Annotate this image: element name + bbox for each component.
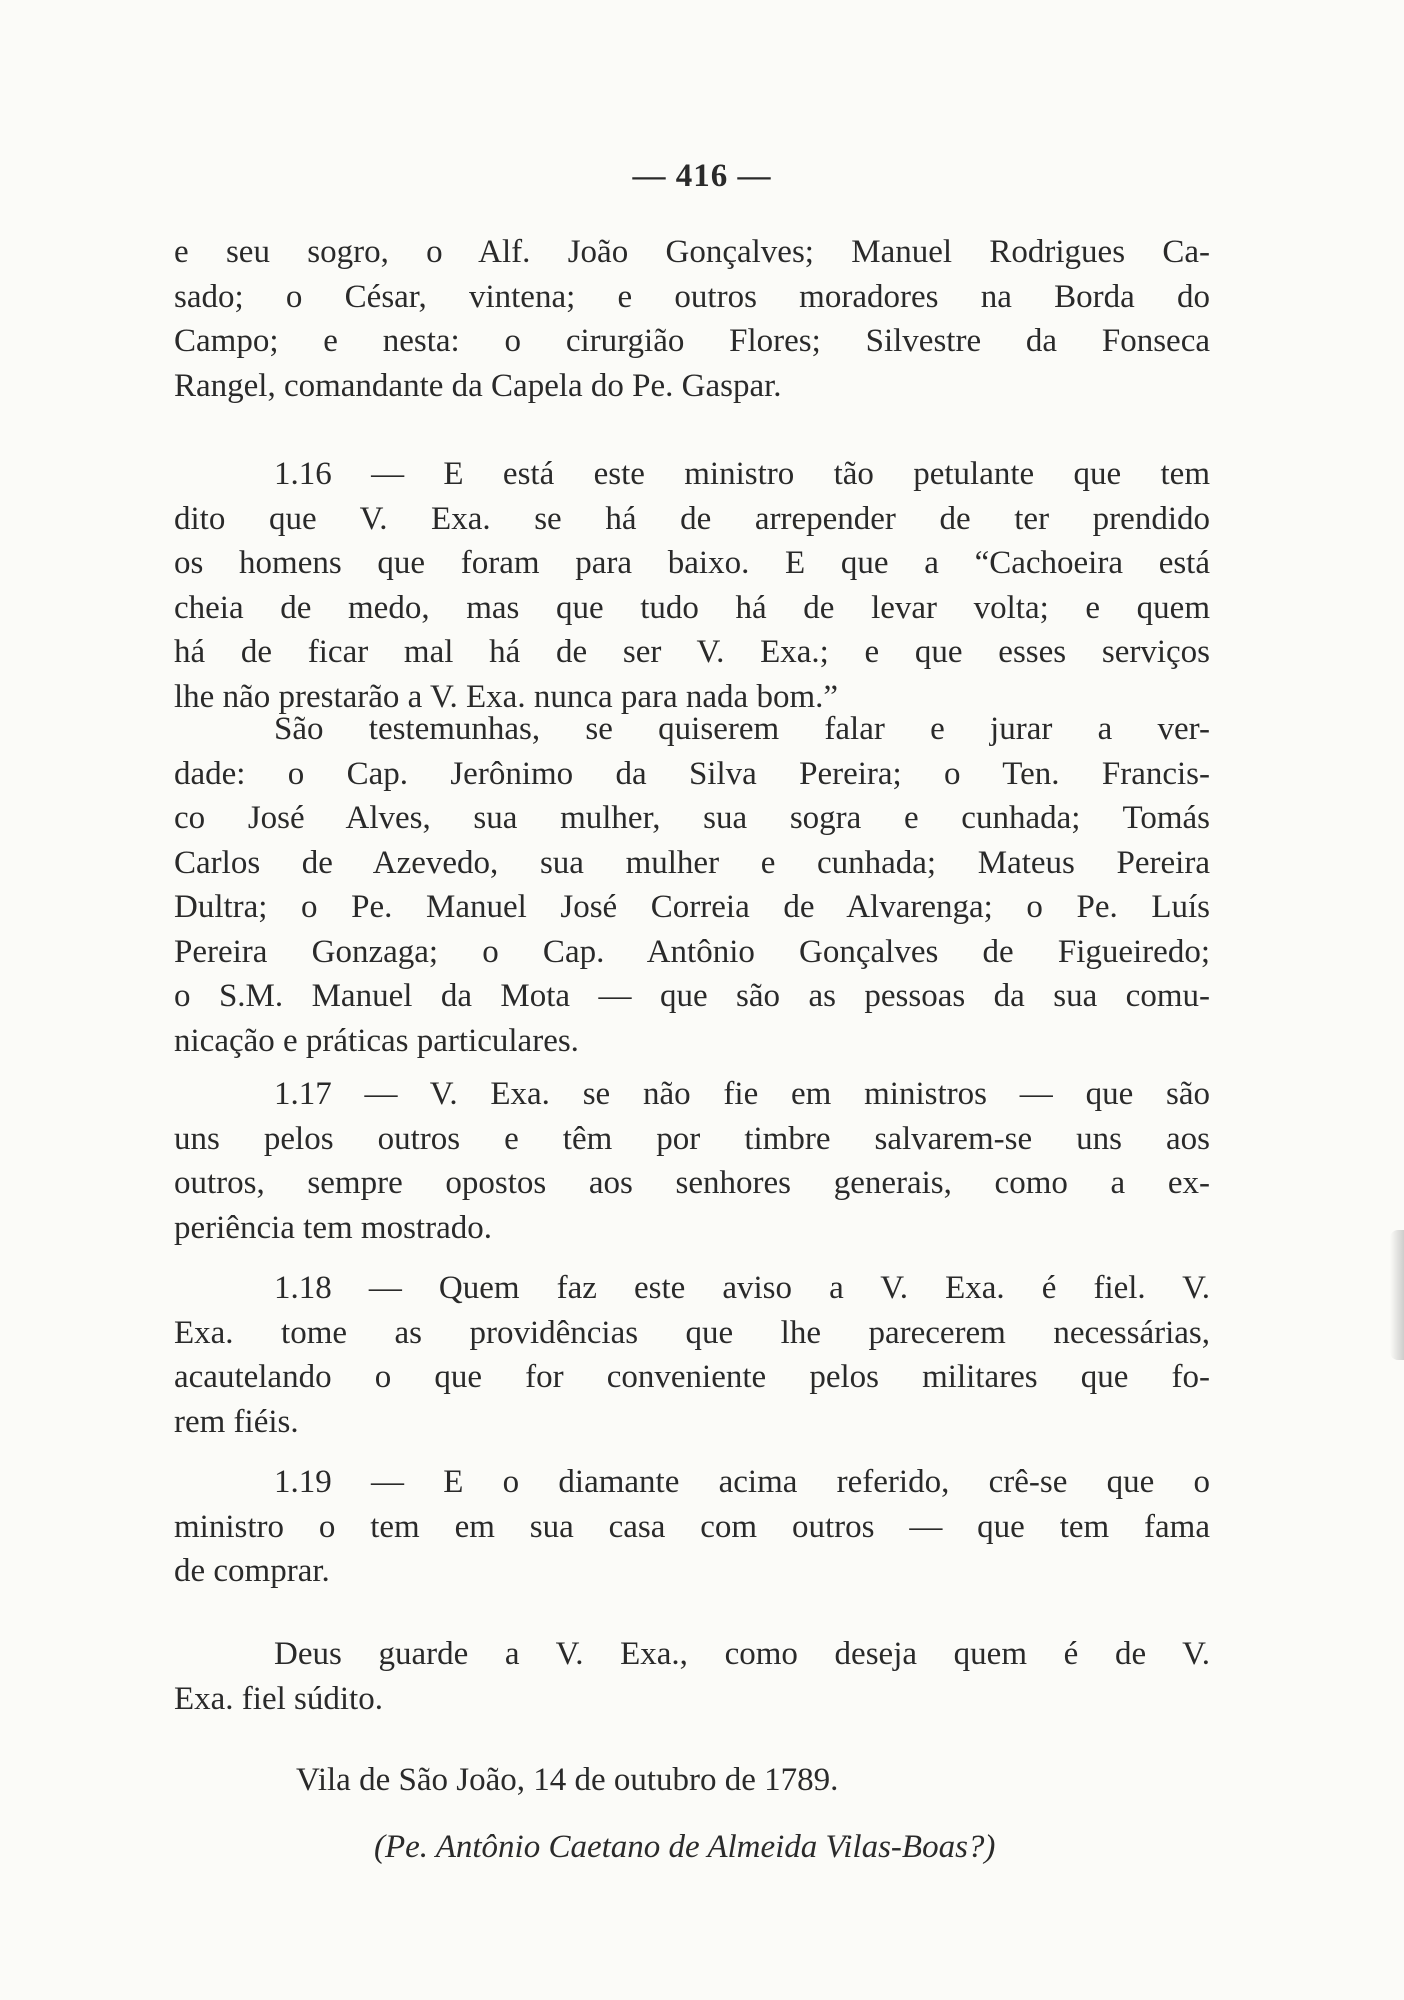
text-line: dade: o Cap. Jerônimo da Silva Pereira; o Ten. Francis- xyxy=(174,755,1210,792)
text-line: periência tem mostrado. xyxy=(174,1209,492,1246)
page-number: — 416 — xyxy=(632,158,772,194)
text-line: 1.16 — E está este ministro tão petulante que tem xyxy=(274,456,1210,492)
paragraph-1-18 xyxy=(174,1266,1210,1444)
text-line: de comprar. xyxy=(174,1553,330,1589)
paragraph-1 xyxy=(174,230,1210,408)
text-line: lhe não prestarão a V. Exa. nunca para nada bom.” xyxy=(174,678,839,715)
paragraph-1-19 xyxy=(174,1460,1210,1594)
text-line: o S.M. Manuel da Mota — que são as pessoas da sua comu- xyxy=(174,978,1210,1014)
text-line: cheia de medo, mas que tudo há de levar volta; e quem xyxy=(174,589,1210,626)
paragraph-1-16 xyxy=(174,452,1210,719)
text-line: 1.17 — V. Exa. se não fie em ministros — que são xyxy=(274,1076,1210,1112)
paragraph-closing xyxy=(174,1632,1210,1721)
paragraph-1-17 xyxy=(174,1072,1210,1250)
text-line: ministro o tem em sua casa com outros — que tem fama xyxy=(174,1508,1210,1545)
text-line: Campo; e nesta: o cirurgião Flores; Silvestre da Fonseca xyxy=(174,323,1210,359)
text-line: rem fiéis. xyxy=(174,1403,299,1440)
text-line: os homens que foram para baixo. E que a “Cachoeira está xyxy=(174,545,1210,581)
text-line: acautelando o que for conveniente pelos militares que fo- xyxy=(174,1359,1210,1395)
place-date: Vila de São João, 14 de outubro de 1789. xyxy=(296,1762,839,1798)
text-line: co José Alves, sua mulher, sua sogra e cunhada; Tomás xyxy=(174,800,1210,836)
page-edge-shadow xyxy=(1390,1230,1404,1360)
text-line: São testemunhas, se quiserem falar e jurar a ver- xyxy=(274,711,1210,747)
text-line: há de ficar mal há de ser V. Exa.; e que esses serviços xyxy=(174,634,1210,670)
text-line: Exa. tome as providências que lhe parecerem necessárias, xyxy=(174,1314,1210,1351)
text-line: dito que V. Exa. se há de arrepender de ter prendido xyxy=(174,500,1210,537)
text-line: uns pelos outros e têm por timbre salvarem-se uns aos xyxy=(174,1120,1210,1157)
text-line: sado; o César, vintena; e outros moradores na Borda do xyxy=(174,278,1210,315)
text-line: Exa. fiel súdito. xyxy=(174,1680,383,1717)
text-line: Pereira Gonzaga; o Cap. Antônio Gonçalves de Figueiredo; xyxy=(174,933,1210,970)
text-line: e seu sogro, o Alf. João Gonçalves; Manuel Rodrigues Ca- xyxy=(174,234,1210,270)
text-line: outros, sempre opostos aos senhores generais, como a ex- xyxy=(174,1165,1210,1201)
text-line: 1.19 — E o diamante acima referido, crê-se que o xyxy=(274,1464,1210,1500)
text-line: Rangel, comandante da Capela do Pe. Gaspar. xyxy=(174,367,782,404)
text-line: nicação e práticas particulares. xyxy=(174,1022,579,1059)
text-line: Deus guarde a V. Exa., como deseja quem é de V. xyxy=(274,1636,1210,1672)
paragraph-testemunhas xyxy=(174,707,1210,1063)
signature: (Pe. Antônio Caetano de Almeida Vilas-Boas?) xyxy=(374,1829,996,1865)
text-line: 1.18 — Quem faz este aviso a V. Exa. é fiel. V. xyxy=(274,1270,1210,1306)
text-line: Dultra; o Pe. Manuel José Correia de Alvarenga; o Pe. Luís xyxy=(174,889,1210,925)
text-line: Carlos de Azevedo, sua mulher e cunhada; Mateus Pereira xyxy=(174,844,1210,881)
